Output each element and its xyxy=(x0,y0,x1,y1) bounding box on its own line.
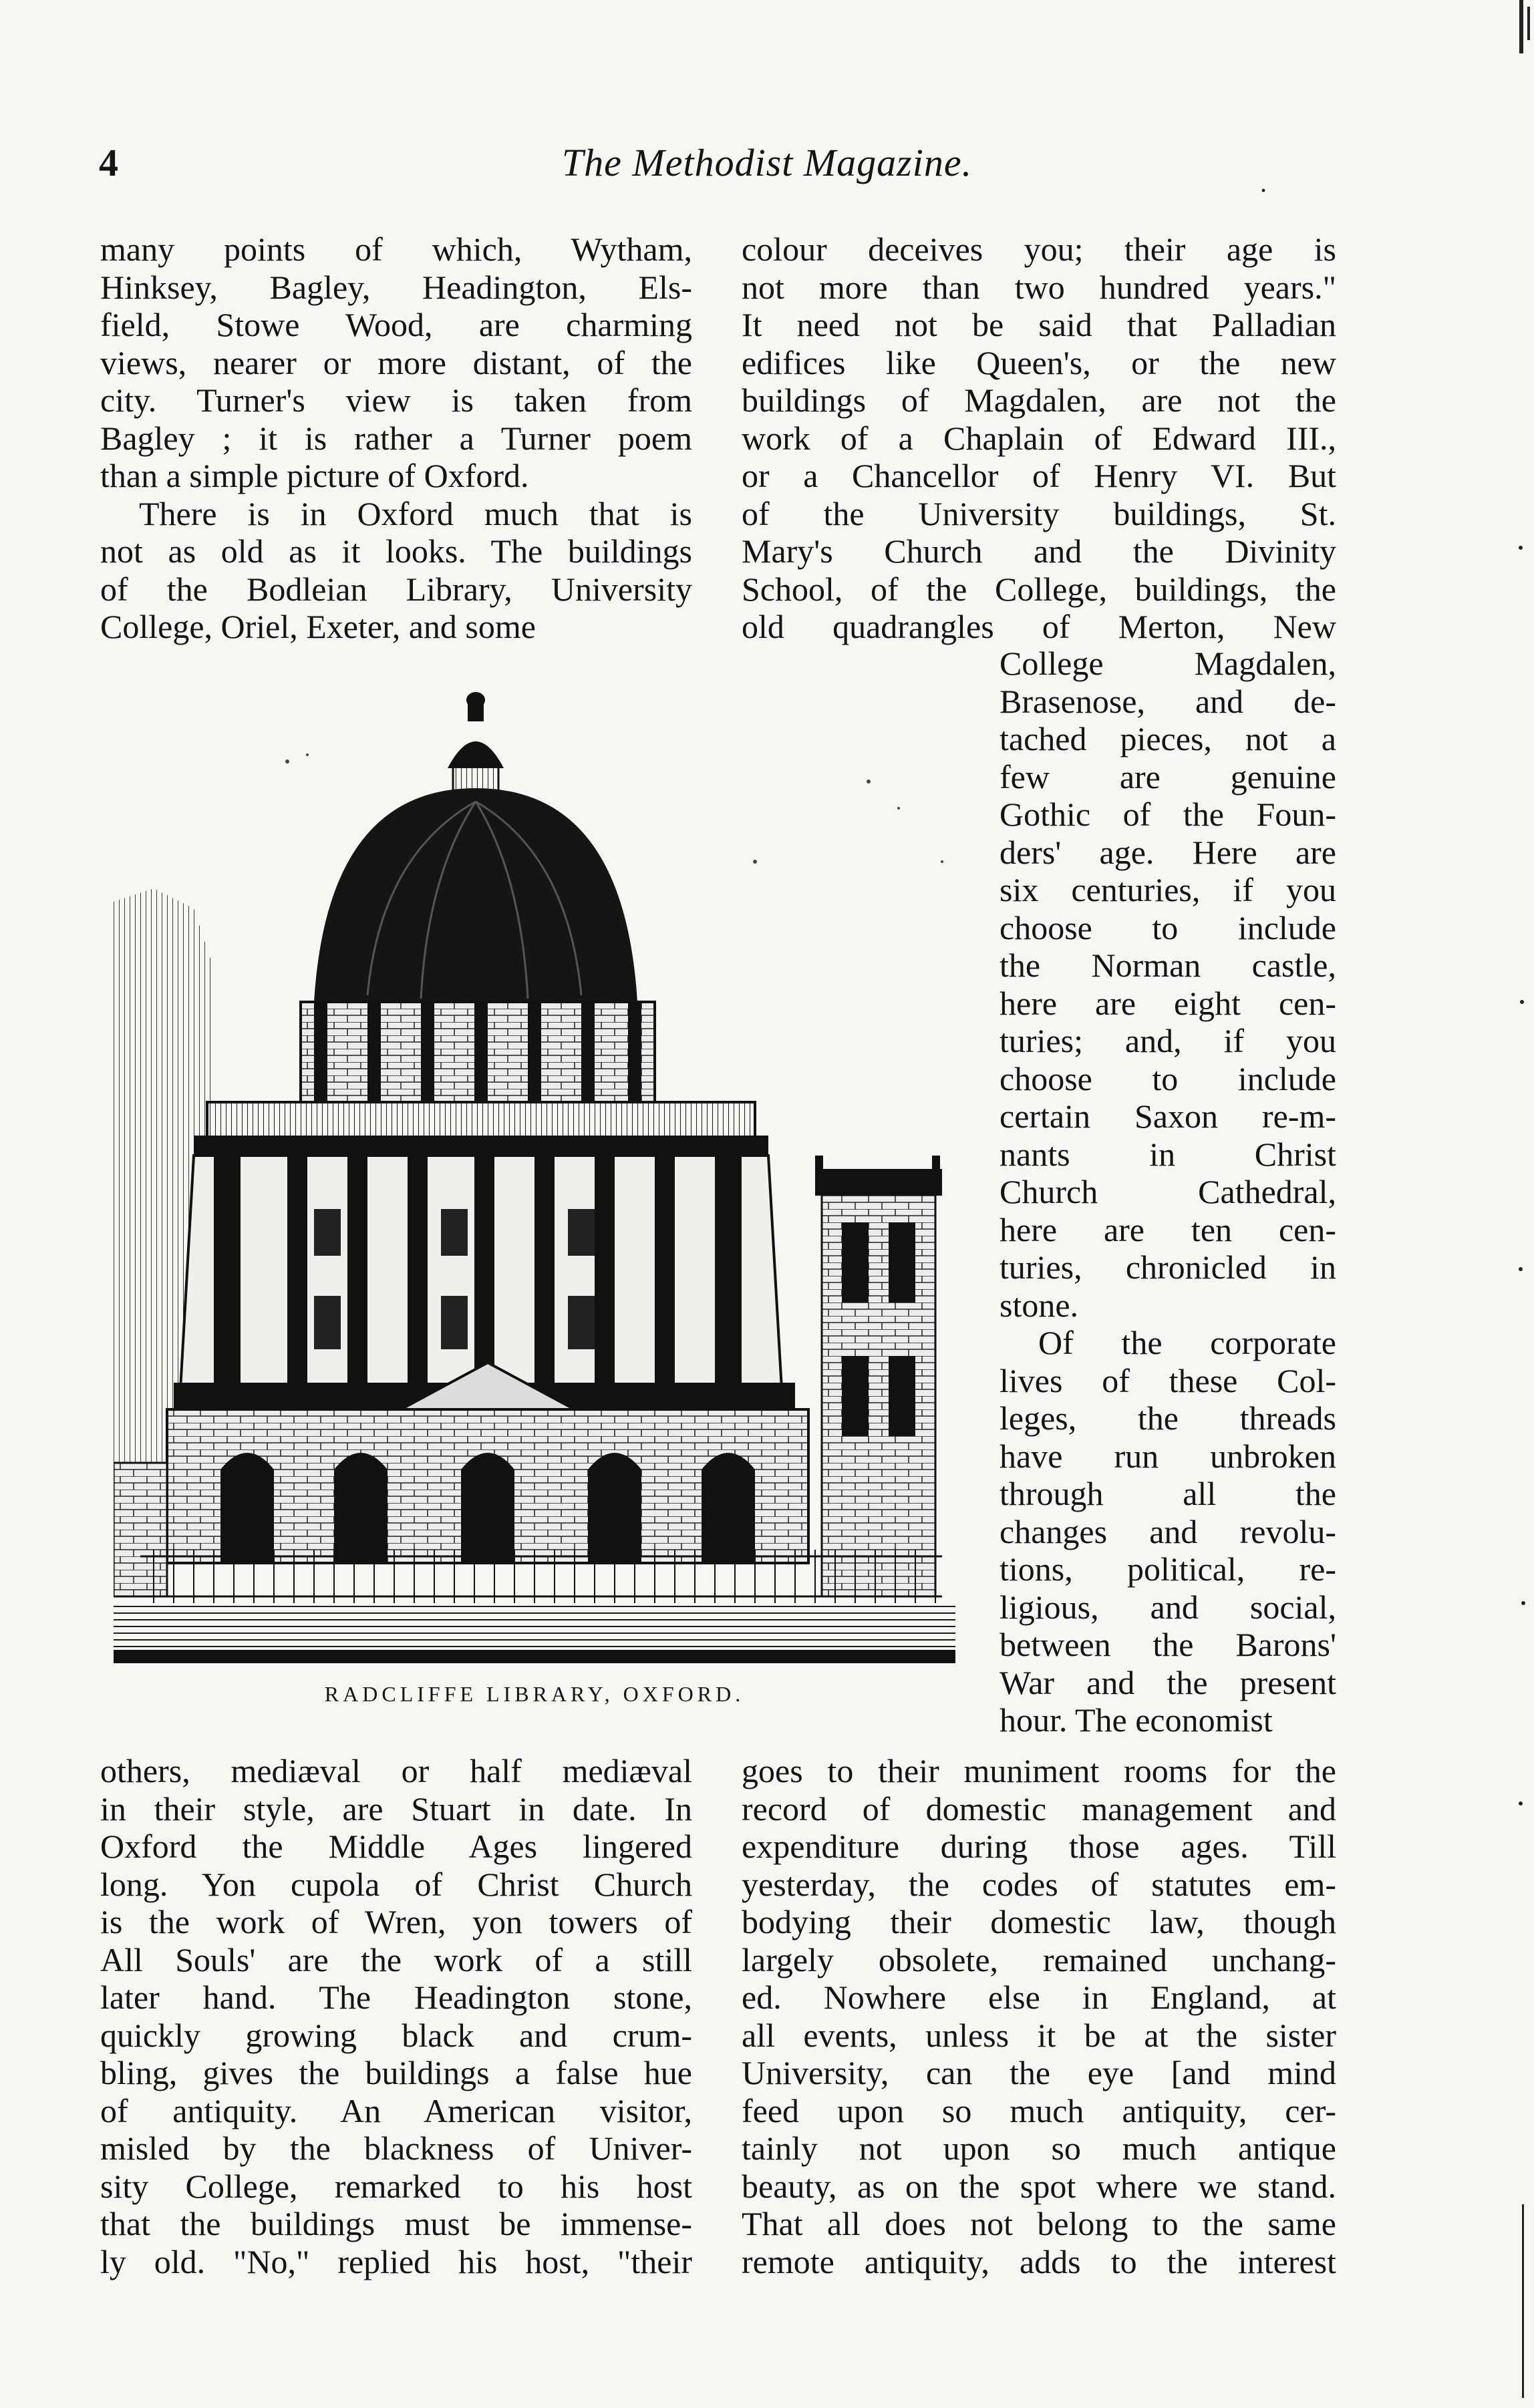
text-line: later hand. The Headington stone, xyxy=(100,1979,692,2016)
text-line: College Magdalen, xyxy=(1000,645,1336,682)
text-line: College, Oriel, Exeter, and some xyxy=(100,608,536,645)
text-line: Hinksey, Bagley, Headington, Els- xyxy=(100,268,692,306)
text-line: Brasenose, and de- xyxy=(1000,682,1336,720)
page-number: 4 xyxy=(99,141,118,184)
text-line: expenditure during those ages. Till xyxy=(742,1828,1336,1865)
text-line: in their style, are Stuart in date. In xyxy=(100,1789,692,1828)
text-line: stone. xyxy=(1000,1286,1079,1324)
text-line: that the buildings must be immense- xyxy=(100,2205,692,2242)
text-line: old quadrangles of Merton, New xyxy=(742,608,1336,645)
text-line: turies; and, if you xyxy=(1000,1022,1336,1059)
text-line: not more than two hundred years." xyxy=(742,268,1336,306)
text-line: ly old. "No," replied his host, "their xyxy=(100,2242,692,2280)
text-line: of antiquity. An American visitor, xyxy=(100,2091,692,2129)
text-line: largely obsolete, remained unchang- xyxy=(742,1940,1336,1979)
text-line: School, of the College, buildings, the xyxy=(742,570,1336,608)
text-line: There is in Oxford much that is xyxy=(139,494,692,532)
right-column-bottom xyxy=(742,1752,1336,2280)
text-line: sity College, remarked to his host xyxy=(100,2167,692,2205)
text-line: Gothic of the Foun- xyxy=(1000,796,1336,833)
radcliffe-library-engraving xyxy=(114,688,955,1663)
text-line: views, nearer or more distant, of the xyxy=(100,343,692,381)
stray-mark: . xyxy=(1260,168,1267,198)
text-line: tions, political, re- xyxy=(1000,1550,1336,1588)
text-line: tached pieces, not a xyxy=(1000,720,1336,757)
text-line: between the Barons' xyxy=(1000,1626,1336,1663)
text-line: is the work of Wren, yon towers of xyxy=(100,1903,692,1940)
text-line: Church Cathedral, xyxy=(1000,1173,1336,1210)
text-line: field, Stowe Wood, are charming xyxy=(100,306,692,343)
text-line: of the University buildings, St. xyxy=(742,494,1336,532)
text-line: colour deceives you; their age is xyxy=(742,230,1336,268)
text-line: ligious, and social, xyxy=(1000,1588,1336,1626)
scan-edge-marks xyxy=(1507,0,1534,2405)
text-line: choose to include xyxy=(1000,908,1336,947)
text-line: many points of which, Wytham, xyxy=(100,230,692,268)
right-column-wrap xyxy=(1000,645,1336,1739)
text-line: record of domestic management and xyxy=(742,1789,1336,1828)
text-line: misled by the blackness of Univer- xyxy=(100,2129,692,2167)
left-column-top xyxy=(100,230,692,646)
text-line: remote antiquity, adds to the interest xyxy=(742,2242,1336,2280)
text-line: changes and revolu- xyxy=(1000,1512,1336,1550)
text-line: the Norman castle, xyxy=(1000,947,1336,984)
text-line: few are genuine xyxy=(1000,757,1336,796)
text-line: All Souls' are the work of a still xyxy=(100,1940,692,1979)
text-line: Of the corporate xyxy=(1038,1324,1336,1361)
text-line: others, mediæval or half mediæval xyxy=(100,1752,692,1789)
text-line: all events, unless it be at the sister xyxy=(742,2016,1336,2054)
right-column-top xyxy=(742,230,1336,646)
text-line: bling, gives the buildings a false hue xyxy=(100,2054,692,2091)
text-line: War and the present xyxy=(1000,1663,1336,1701)
text-line: Oxford the Middle Ages lingered xyxy=(100,1828,692,1865)
text-line: goes to their muniment rooms for the xyxy=(742,1752,1336,1789)
text-line: or a Chancellor of Henry VI. But xyxy=(742,457,1336,494)
text-line: here are eight cen- xyxy=(1000,984,1336,1022)
text-line: quickly growing black and crum- xyxy=(100,2016,692,2054)
left-column-bottom xyxy=(100,1752,692,2280)
text-line: ed. Nowhere else in England, at xyxy=(742,1979,1336,2016)
text-line: It need not be said that Palladian xyxy=(742,306,1336,343)
text-line: choose to include xyxy=(1000,1059,1336,1097)
text-line: city. Turner's view is taken from xyxy=(100,381,692,419)
magazine-title: The Methodist Magazine. xyxy=(561,141,973,184)
text-line: yesterday, the codes of statutes em- xyxy=(742,1865,1336,1903)
text-line: here are ten cen- xyxy=(1000,1210,1336,1248)
text-line: through all the xyxy=(1000,1475,1336,1512)
text-line: ders' age. Here are xyxy=(1000,833,1336,871)
text-line: turies, chronicled in xyxy=(1000,1248,1336,1286)
text-line: That all does not belong to the same xyxy=(742,2205,1336,2242)
text-line: certain Saxon re-m- xyxy=(1000,1097,1336,1135)
text-line: work of a Chaplain of Edward III., xyxy=(742,419,1336,457)
text-line: not as old as it looks. The buildings xyxy=(100,532,692,570)
text-line: beauty, as on the spot where we stand. xyxy=(742,2167,1336,2205)
text-line: leges, the threads xyxy=(1000,1399,1336,1437)
text-line: than a simple picture of Oxford. xyxy=(100,457,529,494)
text-line: buildings of Magdalen, are not the xyxy=(742,381,1336,419)
text-line: six centuries, if you xyxy=(1000,871,1336,908)
text-line: edifices like Queen's, or the new xyxy=(742,343,1336,381)
text-line: long. Yon cupola of Christ Church xyxy=(100,1865,692,1903)
text-line: of the Bodleian Library, University xyxy=(100,570,692,608)
text-line: hour. The economist xyxy=(1000,1701,1273,1739)
text-line: tainly not upon so much antique xyxy=(742,2129,1336,2167)
text-line: lives of these Col- xyxy=(1000,1361,1336,1399)
text-line: bodying their domestic law, though xyxy=(742,1903,1336,1940)
text-line: feed upon so much antiquity, cer- xyxy=(742,2091,1336,2129)
text-line: have run unbroken xyxy=(1000,1437,1336,1475)
running-head xyxy=(0,140,1534,198)
text-line: Mary's Church and the Divinity xyxy=(742,532,1336,570)
text-line: Bagley ; it is rather a Turner poem xyxy=(100,419,692,457)
text-line: nants in Christ xyxy=(1000,1135,1336,1173)
text-line: University, can the eye [and mind xyxy=(742,2054,1336,2091)
figure-caption: RADCLIFFE LIBRARY, OXFORD. xyxy=(324,1682,745,1706)
